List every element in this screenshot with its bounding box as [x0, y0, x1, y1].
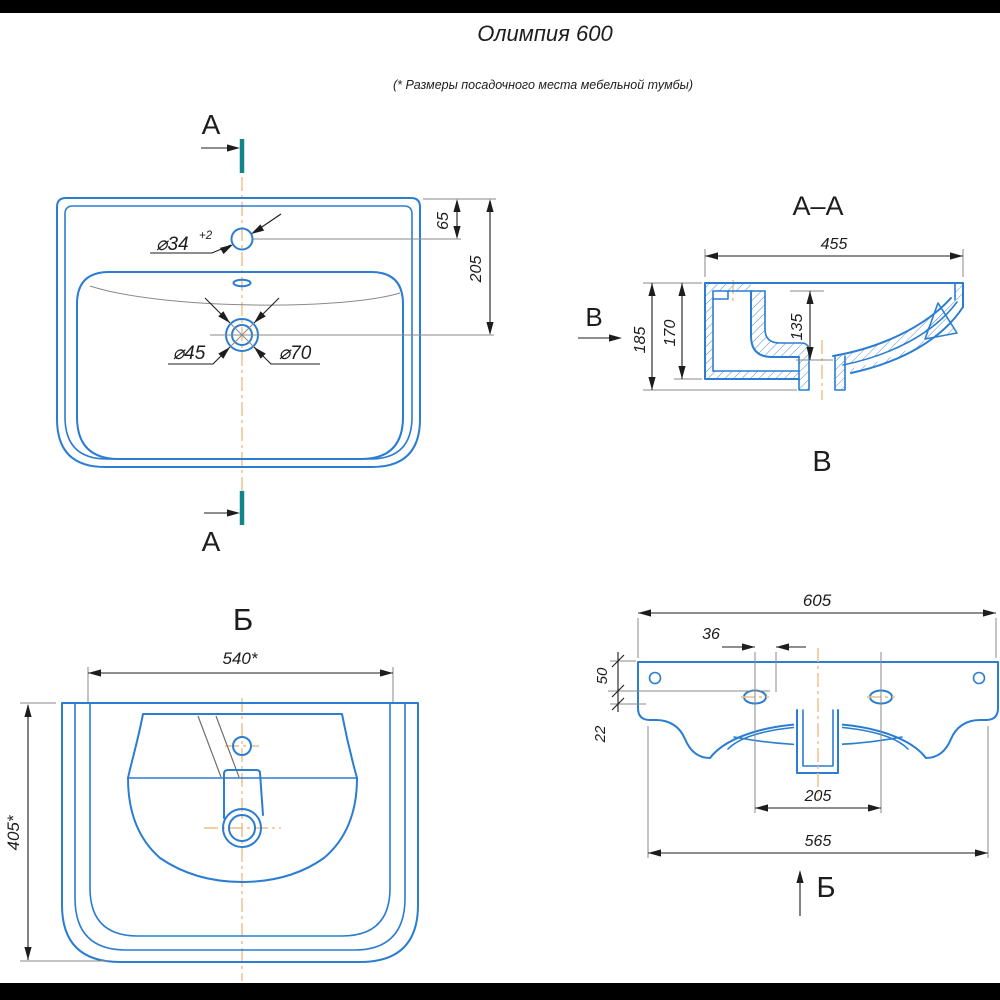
back-mount-hole-right [974, 673, 985, 684]
section-marker-top [201, 109, 242, 173]
back-mount-width-label: 565 [804, 833, 832, 850]
bottom-view-title: Б [232, 602, 254, 637]
side-view-marker-letter: В [585, 302, 603, 332]
section-dimensions [632, 236, 963, 390]
back-view-title: В [812, 446, 832, 478]
page-subtitle: (* Размеры посадочного места мебельной тумбы) [392, 78, 694, 92]
drain-dia-inner-label: ⌀45 [172, 343, 206, 364]
plan-view [57, 109, 496, 557]
section-marker-bottom [202, 491, 242, 557]
bottom-view-marker [796, 870, 835, 916]
back-apron-height-label: 50 [594, 667, 611, 685]
bottom-view [4, 602, 418, 981]
section-letter-bottom: А [201, 526, 221, 557]
plan-outer-outline [57, 198, 420, 467]
section-height-front-label: 170 [662, 319, 679, 347]
back-step-height-label: 22 [592, 725, 609, 743]
section-height-total-label: 185 [632, 326, 649, 354]
section-letter-top: А [201, 109, 221, 140]
faucet-dia-dimension [150, 214, 281, 255]
plan-inner-outline [65, 206, 412, 459]
letterbox-top [0, 0, 1000, 13]
plan-basin-outline [77, 272, 403, 459]
bottom-width-label: 540* [222, 649, 258, 668]
back-mount-hole-left [650, 673, 661, 684]
section-view [578, 191, 963, 478]
bottom-depth-label: 405* [4, 815, 23, 851]
bottom-view-marker-letter: Б [816, 872, 836, 904]
faucet-offset-label: 65 [435, 212, 452, 230]
bottom-outer-outline [62, 703, 418, 962]
page-title: Олимпия 600 [477, 21, 613, 46]
section-width-label: 455 [820, 236, 848, 253]
plan-offset-dimensions [210, 199, 496, 335]
faucet-dia-tolerance: +2 [199, 230, 213, 242]
letterbox-bottom [0, 983, 1000, 1000]
back-width-total-label: 605 [802, 591, 832, 610]
back-slot-spacing-label: 205 [804, 788, 832, 805]
bottom-middle-outline [75, 703, 405, 950]
side-view-marker [578, 302, 622, 342]
faucet-dia-label: ⌀34 [156, 234, 189, 255]
drain-dia-outer-label: ⌀70 [278, 343, 312, 364]
back-slot-offset-label: 36 [702, 626, 720, 643]
drain-offset-label: 205 [468, 255, 485, 283]
plan-basin-bottom-edge [90, 286, 400, 305]
back-view [592, 591, 998, 916]
drain-dia-dimensions [168, 298, 320, 364]
section-depth-label: 135 [789, 313, 806, 341]
section-title: А–А [792, 191, 844, 221]
